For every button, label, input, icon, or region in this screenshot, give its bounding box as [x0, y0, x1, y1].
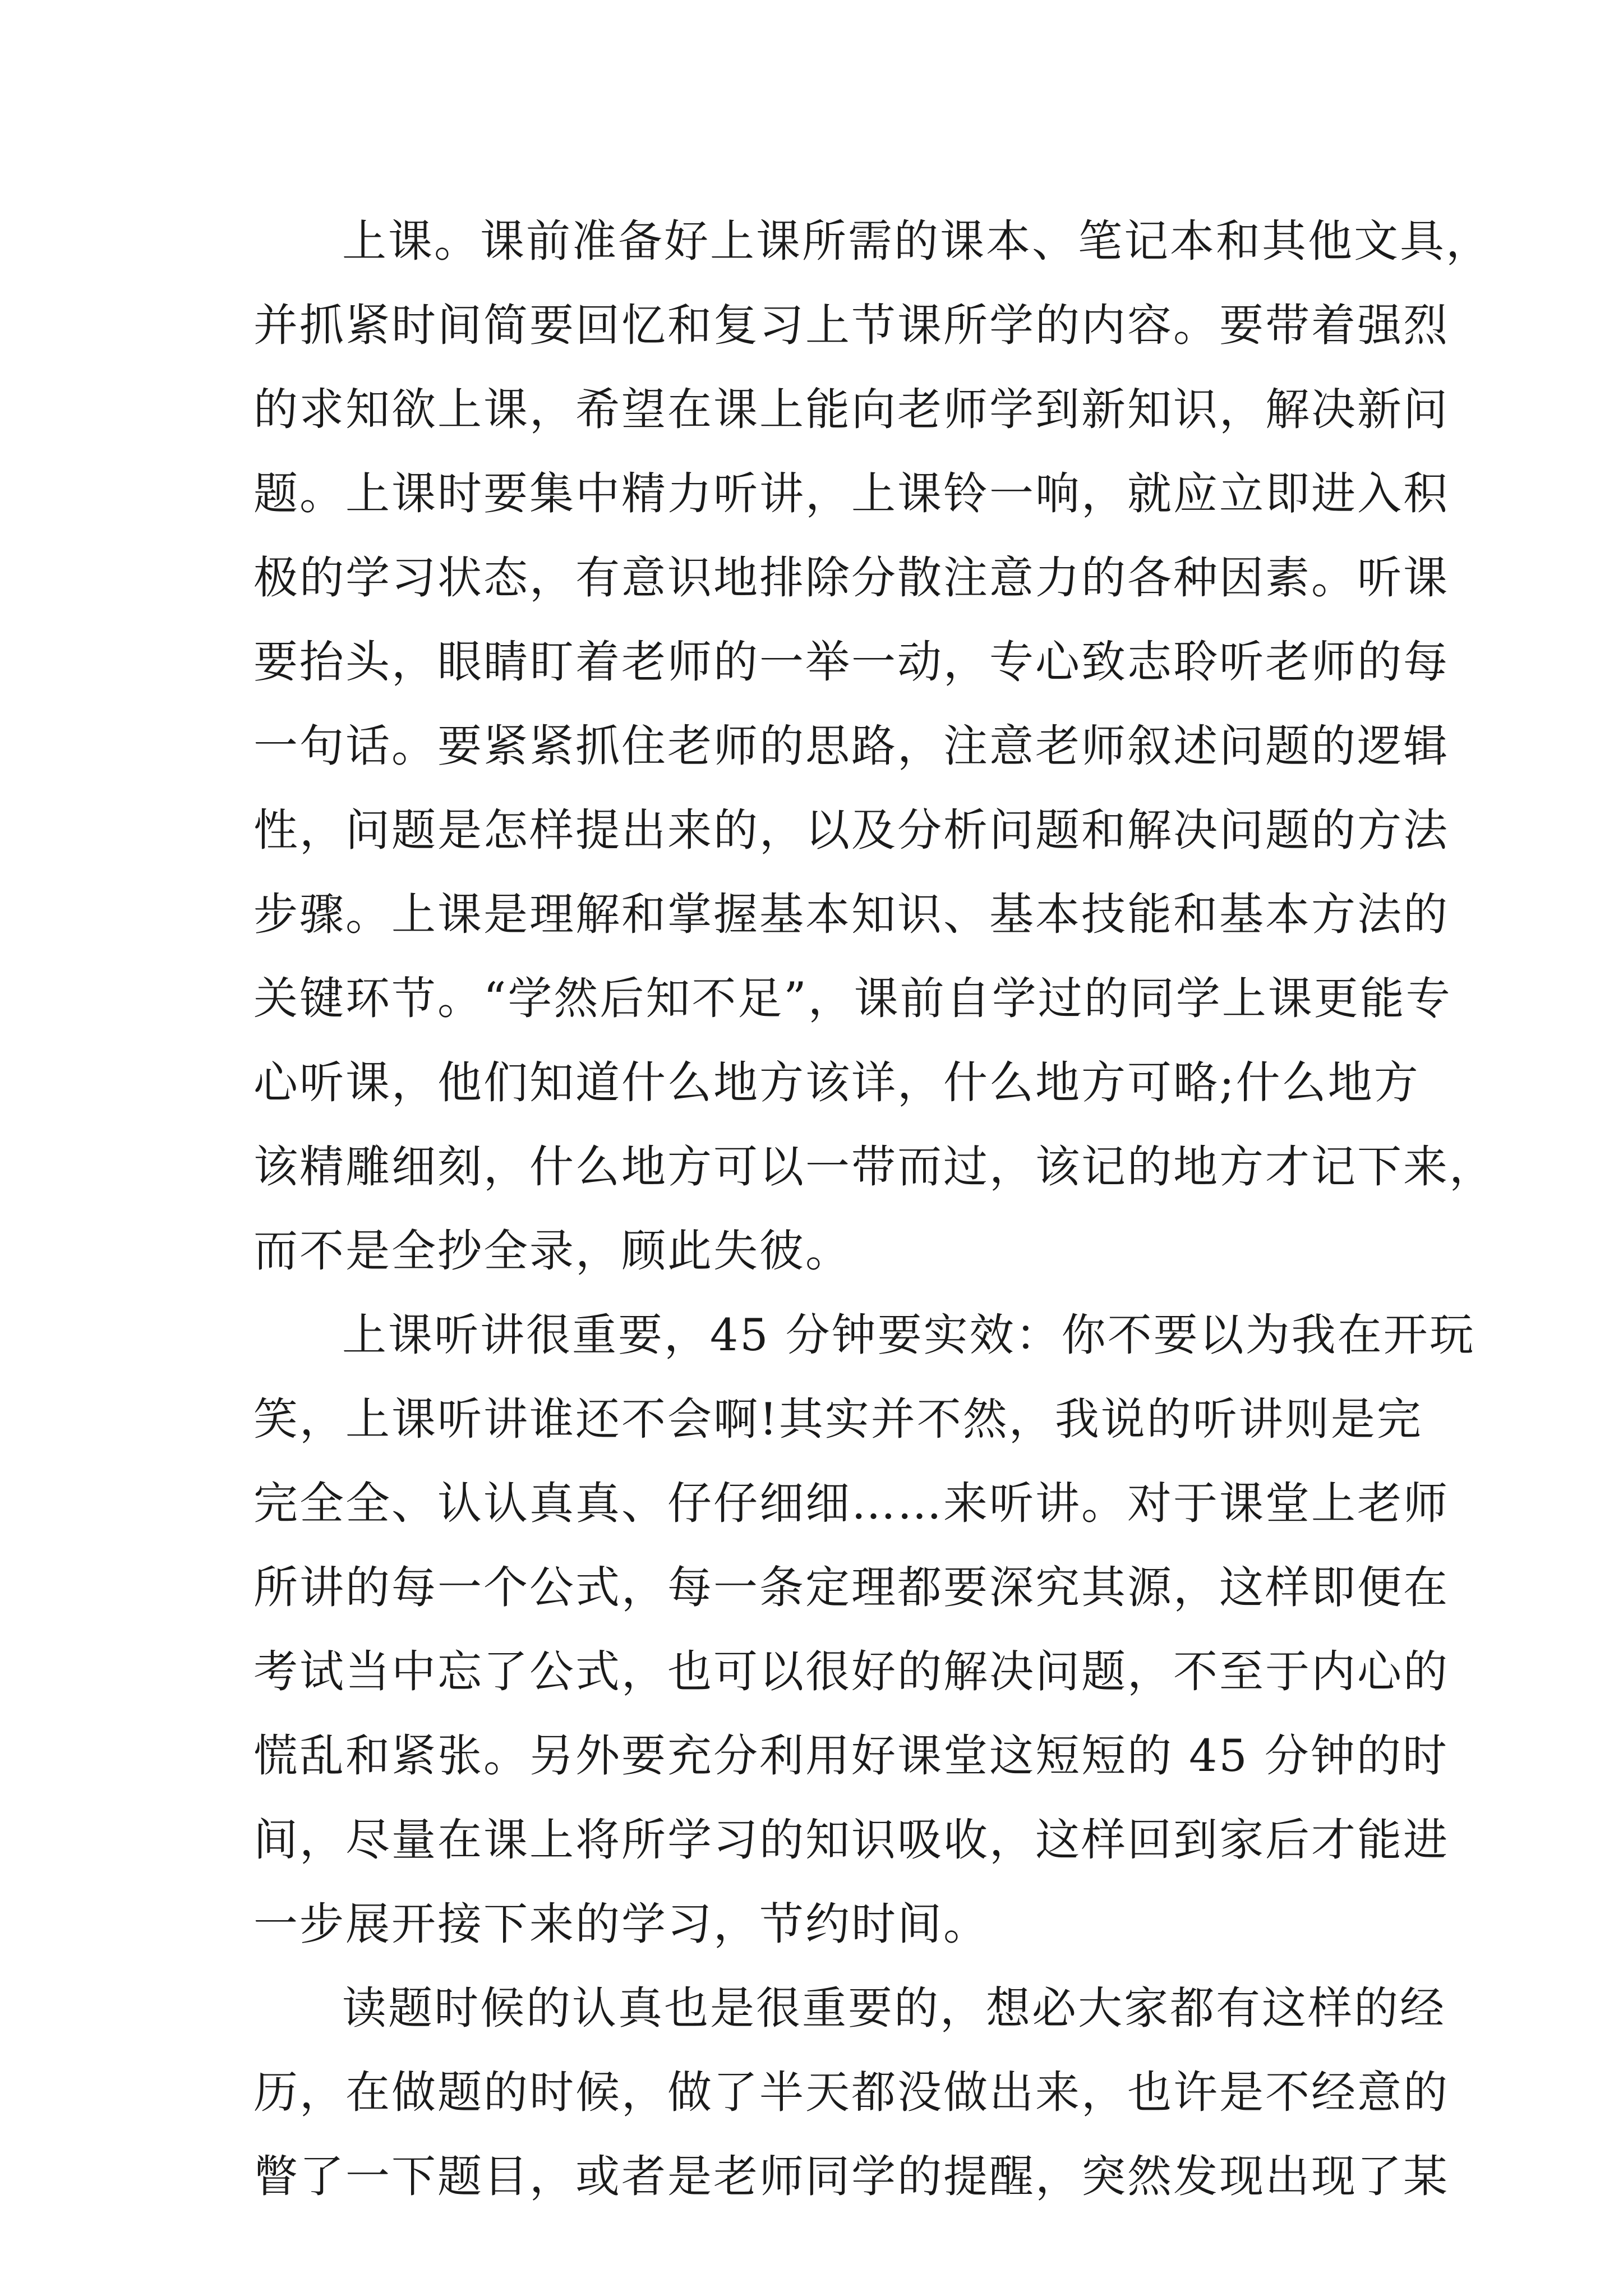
text-line: 要抬头，眼睛盯着老师的一举一动，专心致志聆听老师的每	[253, 636, 1449, 688]
text-line: 心听课，他们知道什么地方该详，什么地方可略;什么地方	[253, 1057, 1420, 1108]
document-body	[253, 199, 1495, 2219]
text-line: 笑，上课听讲谁还不会啊!其实并不然，我说的听讲则是完	[253, 1393, 1423, 1445]
text-line: 极的学习状态，有意识地排除分散注意力的各种因素。听课	[253, 552, 1449, 604]
text-line: 考试当中忘了公式，也可以很好的解决问题，不至于内心的	[253, 1646, 1449, 1697]
text-line: 所讲的每一个公式，每一条定理都要深究其源，这样即便在	[253, 1562, 1449, 1613]
text-line: 而不是全抄全录，顾此失彼。	[253, 1225, 851, 1277]
text-line: 历，在做题的时候，做了半天都没做出来，也许是不经意的	[253, 2067, 1449, 2118]
text-line: 瞥了一下题目，或者是老师同学的提醒，突然发现出现了某	[253, 2151, 1449, 2202]
text-line: 慌乱和紧张。另外要充分利用好课堂这短短的 45 分钟的时	[253, 1730, 1449, 1782]
text-line: 步骤。上课是理解和掌握基本知识、基本技能和基本方法的	[253, 889, 1449, 940]
text-line: 读题时候的认真也是很重要的，想必大家都有这样的经	[342, 1982, 1446, 2034]
paragraph-3	[253, 1966, 1449, 2219]
text-line: 题。上课时要集中精力听讲，上课铃一响，就应立即进入积	[253, 468, 1449, 519]
text-line: 完全全、认认真真、仔仔细细……来听讲。对于课堂上老师	[253, 1478, 1449, 1529]
text-line: 间，尽量在课上将所学习的知识吸收，这样回到家后才能进	[253, 1814, 1449, 1866]
paragraph-2	[253, 1293, 1476, 1966]
text-line: 并抓紧时间简要回忆和复习上节课所学的内容。要带着强烈	[253, 300, 1449, 351]
text-line: 该精雕细刻，什么地方可以一带而过，该记的地方才记下来，	[253, 1141, 1495, 1193]
text-line: 性，问题是怎样提出来的，以及分析问题和解决问题的方法	[253, 804, 1449, 856]
text-line: 上课听讲很重要，45 分钟要实效：你不要以为我在开玩	[342, 1309, 1476, 1361]
text-line: 的求知欲上课，希望在课上能向老师学到新知识，解决新问	[253, 384, 1449, 435]
text-line: 上课。课前准备好上课所需的课本、笔记本和其他文具，	[342, 215, 1492, 267]
text-line: 一步展开接下来的学习，节约时间。	[253, 1898, 989, 1950]
paragraph-1	[253, 199, 1495, 1293]
text-line: 关键环节。“学然后知不足”，课前自学过的同学上课更能专	[253, 973, 1452, 1024]
text-line: 一句话。要紧紧抓住老师的思路，注意老师叙述问题的逻辑	[253, 720, 1449, 772]
